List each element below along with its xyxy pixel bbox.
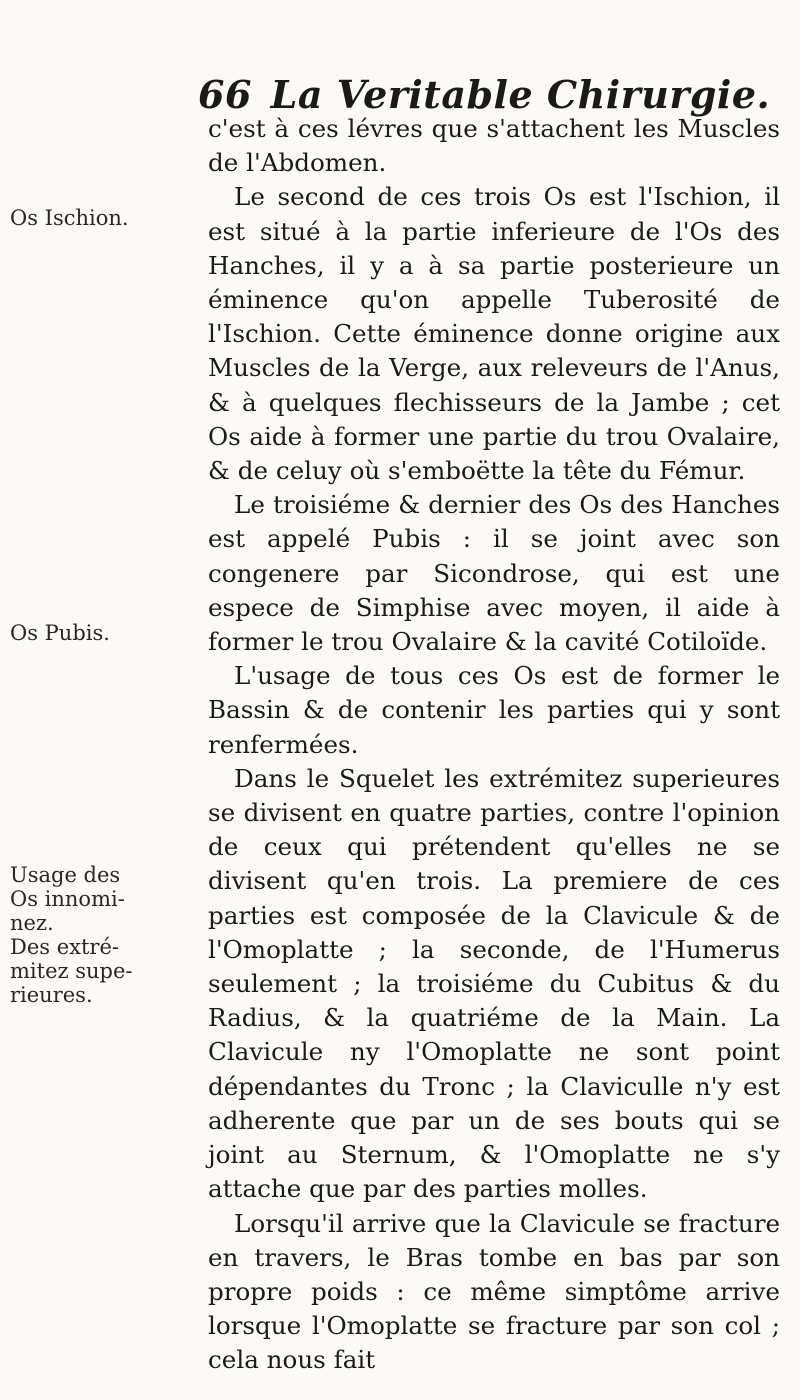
margin-note-line: nez.	[10, 911, 54, 935]
margin-note-line: Os innomi-	[10, 887, 125, 911]
page-number: 66	[198, 72, 252, 117]
paragraph: c'est à ces lévres que s'attachent les Muscles de l'Abdomen.	[208, 114, 780, 178]
paragraph: Le troisiéme & dernier des Os des Hanches est appelé Pubis : il se joint avec son congenere par Sicondrose, qui est une espece de Simphise avec moyen, il aide à former le trou Ovalaire & la cavité Cotiloïde.	[208, 490, 780, 657]
margin-note-ischion	[10, 206, 198, 230]
margin-note-line: rieures.	[10, 983, 93, 1007]
margin-note-line: Usage des	[10, 863, 121, 887]
paragraph: Le second de ces trois Os est l'Ischion, il est situé à la partie inferieure de l'Os des Hanches, il y a à sa partie posterieure un éminence qu'on appelle Tuberosité de l'Ischion. Cette éminence donne origine aux Muscles de la Verge, aux releveurs de l'Anus, & à quelques flechisseurs de la Jambe ; cet Os aide à former une partie du trou Ovalaire, & de celuy où s'emboëtte la tête du Fémur.	[208, 182, 780, 486]
paragraph: L'usage de tous ces Os est de former le Bassin & de contenir les parties qui y sont renfermées.	[208, 661, 780, 759]
margin-note-line: Os Pubis.	[10, 621, 110, 645]
margin-note-pubis	[10, 621, 198, 645]
body-text	[208, 112, 780, 1378]
paragraph: Dans le Squelet les extrémitez superieures se divisent en quatre parties, contre l'opinion de ceux qui prétendent qu'elles ne se divisent qu'en trois. La premiere de ces parties est composée de la Clavicule & de l'Omoplatte ; la seconde, de l'Humerus seulement ; la troisiéme du Cubitus & du Radius, & la quatriéme de la Main. La Clavicule ny l'Omoplatte ne sont point dépendantes du Tronc ; la Claviculle n'y est adherente que par un de ses bouts qui se joint au Sternum, & l'Omoplatte ne s'y attache que par des parties molles.	[208, 763, 780, 1204]
paragraph: Lorsqu'il arrive que la Clavicule se fracture en travers, le Bras tombe en bas par son propre poids : ce même simptôme arrive lorsque l'Omoplatte se fracture par son col ; cela nous fait	[208, 1208, 780, 1375]
margin-note-line: mitez supe-	[10, 959, 133, 983]
margin-note-line: Os Ischion.	[10, 206, 129, 230]
margin-note-line: Des extré-	[10, 935, 119, 959]
running-title: La Veritable Chirurgie.	[270, 72, 771, 117]
margin-note-usage	[10, 863, 198, 935]
margin-note-extremites	[10, 935, 198, 1007]
